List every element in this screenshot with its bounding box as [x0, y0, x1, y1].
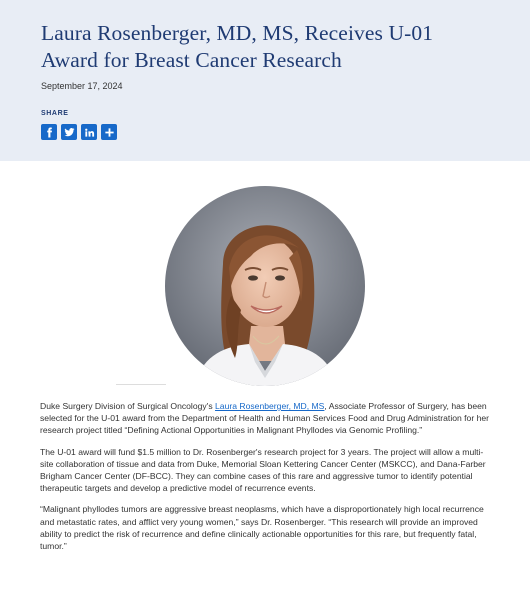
article-header [0, 0, 530, 161]
twitter-icon [64, 127, 75, 138]
publish-date: September 17, 2024 [41, 81, 123, 91]
more-share-button[interactable] [101, 124, 117, 140]
paragraph-intro [40, 400, 490, 437]
share-buttons [41, 124, 490, 140]
author-profile-link[interactable]: Laura Rosenberger, MD, MS [215, 401, 325, 411]
paragraph-intro-text-start: Duke Surgery Division of Surgical Oncology's [40, 401, 216, 411]
facebook-icon [44, 127, 55, 138]
share-plus-icon [104, 127, 115, 138]
paragraph-intro-text-end: , Associate Professor of Surgery, has been selected for the U-01 award from the Department of Health and Human Services Food and Drug Administration for her research project titled “Defining Actional Opportunities in Malignant Phyllodes via Genomic Profiling.” [40, 401, 490, 436]
paragraph-funding: The U-01 award will fund $1.5 million to Dr. Rosenberger's research project for 3 years. The project will allow a multi-site collaboration of tissue and data from Duke, Memorial Sloan Kettering Cancer Center (MSKCC), and Dana-Farber Brigham Cancer Center (DF-BCC). They can combine cases of this rare and aggressive tumor to identify potential therapeutic targets and develop a predictive model of recurrence events. [40, 446, 486, 494]
paragraph-quote: “Malignant phyllodes tumors are aggressive breast neoplasms, which have a disproportionately high local recurrence and metastatic rates, and afflict very young women,” says Dr. Rosenberger. “This research will provide an improved ability to predict the risk of recurrence and define clinically actionable opportunities for this rare, but frequently fatal, tumor.” [40, 504, 484, 552]
linkedin-icon [84, 127, 95, 138]
facebook-share-button[interactable] [41, 124, 57, 140]
linkedin-share-button[interactable] [81, 124, 97, 140]
page-title: Laura Rosenberger, MD, MS, Receives U-01 Award for Breast Cancer Research [41, 21, 434, 72]
portrait-container [40, 161, 490, 386]
photo-divider [116, 384, 166, 385]
twitter-share-button[interactable] [61, 124, 77, 140]
portrait-photo [165, 186, 365, 386]
article-body [0, 161, 530, 552]
share-label: SHARE [41, 110, 69, 117]
